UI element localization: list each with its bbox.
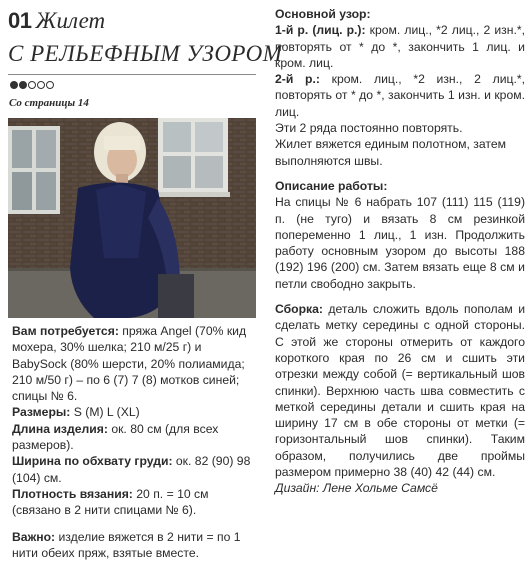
length-paragraph <box>12 421 258 454</box>
title-line-2: С РЕЛЬЕФНЫМ УЗОРОМ <box>8 41 283 66</box>
materials-text: пряжа Angel (70% кид мохера, 30% шелка; 210 м/25 г) и BabySock (80% шерсти, 20% полиамида; 210 м/50 г) – по 6 (7) 7 (8) мотков синей; спицы № 6. <box>12 324 247 404</box>
description-heading: Описание работы: <box>275 178 388 193</box>
assembly-text: деталь сложить вдоль пополам и сделать метку середины с одной стороны. С этой же стороны отмерить от каждого короткого края по 26 см и сшить эти отрезки между собой (= вертикальный шов спинки). Верхнюю часть шва совместить с меткой середины детали и сшить края на ширину 17 см в обе стороны от метки (= горизонтальный шов спинки). Таким образом, получились две проймы размером примерно 38 (40) 42 (44) см. <box>275 302 526 480</box>
chest-label: Ширина по обхвату груди: <box>12 454 173 469</box>
from-page-note: Со страницы 14 <box>9 97 89 109</box>
row2-label: 2-й р.: <box>275 72 320 87</box>
important-text: изделие вяжется в 2 нити = по 1 нити обеих пряж, взятые вместе. <box>12 529 241 560</box>
difficulty-dot-filled <box>10 81 18 89</box>
title-divider <box>8 74 256 75</box>
row2-text: кром. лиц., *2 изн., 2 лиц.*, повторять от * до *, закончить 1 изн. и кром. лиц. <box>275 72 526 119</box>
chest-text: ок. 82 (90) 98 (104) см. <box>12 454 251 485</box>
difficulty-dot-empty <box>28 81 36 89</box>
row1-text: кром. лиц., *2 лиц., 2 изн.*, повторять от * до *, закончить 1 лиц. и кром. лиц. <box>275 23 526 70</box>
sizes-paragraph <box>12 404 258 420</box>
pattern-number: 01 <box>8 8 32 33</box>
materials-label: Вам потребуется: <box>12 324 119 338</box>
gauge-label: Плотность вязания: <box>12 486 133 501</box>
instructions-column <box>275 6 525 497</box>
important-paragraph <box>12 529 258 562</box>
gauge-paragraph <box>12 486 258 519</box>
title-line-1: Жилет <box>35 8 106 33</box>
designer-credit: Дизайн: Лене Хольме Самсё <box>275 481 438 496</box>
gauge-text: 20 п. = 10 см (связано в 2 нити спицами № 6). <box>12 486 209 518</box>
pattern-construction-note: Жилет вяжется единым полотном, затем выполняются швы. <box>275 137 506 168</box>
difficulty-dot-empty <box>46 81 54 89</box>
row1-label: 1-й р. (лиц. р.): <box>275 23 366 38</box>
important-label: Важно: <box>12 529 56 544</box>
length-text: ок. 80 см (для всех размеров). <box>12 421 219 453</box>
pattern-row-2 <box>275 71 525 120</box>
difficulty-dot-filled <box>19 81 27 89</box>
difficulty-rating <box>10 81 54 91</box>
pattern-repeat-note: Эти 2 ряда постоянно повторять. <box>275 121 463 136</box>
model-photo-illustration <box>8 118 256 318</box>
sizes-label: Размеры: <box>12 405 71 420</box>
length-label: Длина изделия: <box>12 421 108 436</box>
materials-paragraph <box>12 323 258 404</box>
article-title <box>8 8 256 34</box>
pattern-row-1 <box>275 22 525 71</box>
assembly-label: Сборка: <box>275 302 323 317</box>
chest-paragraph <box>12 453 258 486</box>
pattern-heading: Основной узор: <box>275 7 371 21</box>
description-text: На спицы № 6 набрать 107 (111) 115 (119) п. (не туго) и вязать 8 см резинкой попеременно 1 лиц., 1 изн. Продолжить работу основным узором до высоты 188 (192) 196 (200) см. Затем вязать еще 8 см и петли свободно закрыть. <box>275 195 525 291</box>
assembly-paragraph <box>275 301 525 480</box>
materials-section <box>12 323 258 561</box>
difficulty-dot-empty <box>37 81 45 89</box>
sizes-text: S (M) L (XL) <box>73 405 140 420</box>
model-photo <box>8 118 256 318</box>
